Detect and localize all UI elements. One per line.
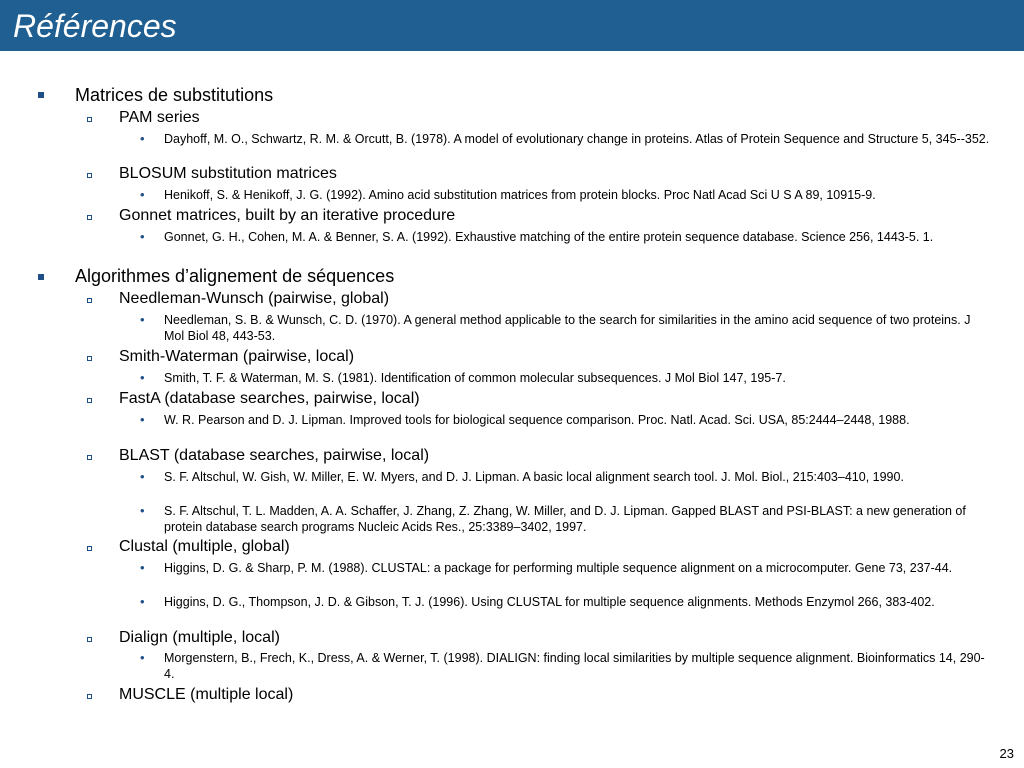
reference-item: Dayhoff, M. O., Schwartz, R. M. & Orcutt, B. (1978). A model of evolutionary change in proteins. Atlas of Protein Sequence and Structure 5, 345--352. — [164, 132, 990, 146]
hollow-square-bullet-icon — [87, 117, 92, 122]
subsection-heading: FastA (database searches, pairwise, local) — [119, 390, 420, 407]
square-bullet-icon — [38, 92, 44, 98]
dot-bullet-icon: • — [140, 503, 145, 518]
hollow-square-bullet-icon — [87, 173, 92, 178]
dot-bullet-icon: • — [140, 560, 145, 575]
subsection-heading: Clustal (multiple, global) — [119, 538, 290, 555]
reference-item: Needleman, S. B. & Wunsch, C. D. (1970). A general method applicable to the search for similarities in the amino acid sequence of two proteins. J Mol Biol 48, 443-53. — [164, 313, 971, 343]
dot-bullet-icon: • — [140, 312, 145, 327]
hollow-square-bullet-icon — [87, 455, 92, 460]
hollow-square-bullet-icon — [87, 298, 92, 303]
reference-item: Higgins, D. G., Thompson, J. D. & Gibson, T. J. (1996). Using CLUSTAL for multiple sequence alignments. Methods Enzymol 266, 383-402. — [164, 595, 935, 609]
dot-bullet-icon: • — [140, 370, 145, 385]
subsection-heading: Needleman-Wunsch (pairwise, global) — [119, 290, 390, 307]
reference-item: Smith, T. F. & Waterman, M. S. (1981). Identification of common molecular subsequences. J Mol Biol 147, 195-7. — [164, 371, 786, 385]
section-heading: Algorithmes d’alignement de séquences — [75, 266, 395, 286]
dot-bullet-icon: • — [140, 131, 145, 146]
reference-item: Morgenstern, B., Frech, K., Dress, A. & Werner, T. (1998). DIALIGN: finding local similarities by multiple sequence alignment. Bioinformatics 14, 290-4. — [164, 651, 985, 681]
hollow-square-bullet-icon — [87, 356, 92, 361]
hollow-square-bullet-icon — [87, 215, 92, 220]
dot-bullet-icon: • — [140, 594, 145, 609]
slide-title: Références — [13, 8, 177, 44]
dot-bullet-icon: • — [140, 650, 145, 665]
reference-item: S. F. Altschul, W. Gish, W. Miller, E. W. Myers, and D. J. Lipman. A basic local alignment search tool. J. Mol. Biol., 215:403–410, 1990. — [164, 470, 904, 484]
reference-item: Henikoff, S. & Henikoff, J. G. (1992). Amino acid substitution matrices from protein blocks. Proc Natl Acad Sci U S A 89, 10915-9. — [164, 188, 876, 202]
subsection-heading: Dialign (multiple, local) — [119, 629, 280, 646]
reference-item: W. R. Pearson and D. J. Lipman. Improved tools for biological sequence comparison. Proc. Natl. Acad. Sci. USA, 85:2444–2448, 1988. — [164, 413, 910, 427]
subsection-heading: Gonnet matrices, built by an iterative procedure — [119, 207, 456, 224]
dot-bullet-icon: • — [140, 412, 145, 427]
reference-item: Gonnet, G. H., Cohen, M. A. & Benner, S. A. (1992). Exhaustive matching of the entire protein sequence database. Science 256, 1443-5. 1. — [164, 230, 934, 244]
hollow-square-bullet-icon — [87, 546, 92, 551]
subsection-heading: MUSCLE (multiple local) — [119, 686, 294, 703]
page-number: 23 — [999, 746, 1014, 761]
dot-bullet-icon: • — [140, 469, 145, 484]
hollow-square-bullet-icon — [87, 398, 92, 403]
subsection-heading: Smith-Waterman (pairwise, local) — [119, 348, 355, 365]
subsection-heading: BLOSUM substitution matrices — [119, 165, 337, 182]
square-bullet-icon — [38, 274, 44, 280]
hollow-square-bullet-icon — [87, 637, 92, 642]
hollow-square-bullet-icon — [87, 694, 92, 699]
section-heading: Matrices de substitutions — [75, 85, 274, 105]
reference-item: Higgins, D. G. & Sharp, P. M. (1988). CLUSTAL: a package for performing multiple sequence alignment on a microcomputer. Gene 73, 237-44. — [164, 561, 953, 575]
dot-bullet-icon: • — [140, 187, 145, 202]
reference-item: S. F. Altschul, T. L. Madden, A. A. Schaffer, J. Zhang, Z. Zhang, W. Miller, and D. J. Lipman. Gapped BLAST and PSI-BLAST: a new generation of protein database search programs Nucleic Acids Res., 25:3389–3402, 1997. — [164, 504, 966, 534]
dot-bullet-icon: • — [140, 229, 145, 244]
subsection-heading: BLAST (database searches, pairwise, local) — [119, 447, 430, 464]
subsection-heading: PAM series — [119, 109, 200, 126]
